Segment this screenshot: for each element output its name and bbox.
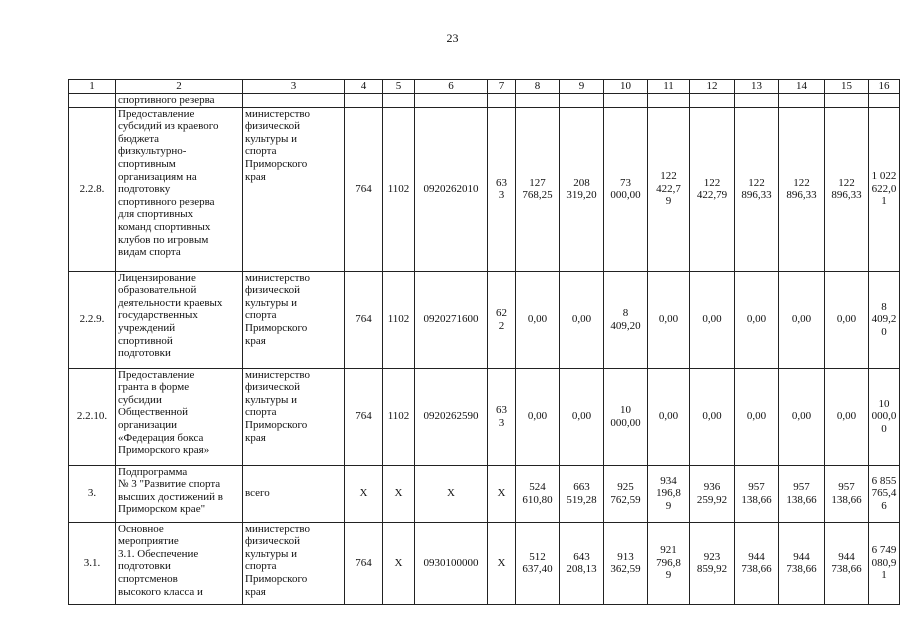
cell-year-7: 944 738,66 — [779, 522, 825, 604]
cell-total: 10 000,0 0 — [869, 368, 900, 465]
cell-year-3: 913 362,59 — [604, 522, 648, 604]
cell-year-7: 957 138,66 — [779, 465, 825, 522]
cell-year-8: 0,00 — [825, 271, 869, 368]
cell-rz-pr: X — [383, 465, 415, 522]
cell-year-5: 0,00 — [690, 271, 735, 368]
cell-year-1: 0,00 — [516, 271, 560, 368]
column-header: 14 — [779, 80, 825, 94]
cell-csr — [415, 94, 488, 108]
column-header: 15 — [825, 80, 869, 94]
cell-year-3: 73 000,00 — [604, 107, 648, 271]
column-header: 1 — [69, 80, 116, 94]
column-header: 12 — [690, 80, 735, 94]
table-row — [69, 522, 900, 604]
row-number: 2.2.10. — [69, 368, 116, 465]
measure-name: Предоставление субсидий из краевого бюджета физкультурно- спортивным организациям на подготовку спортивного резерва для спортивных команд спортивных клубов по игровым видам спорта — [116, 107, 243, 271]
cell-year-3: 8 409,20 — [604, 271, 648, 368]
cell-year-8 — [825, 94, 869, 108]
cell-year-2: 663 519,28 — [560, 465, 604, 522]
column-header: 8 — [516, 80, 560, 94]
cell-csr: 0920271600 — [415, 271, 488, 368]
row-number: 3. — [69, 465, 116, 522]
cell-year-6: 0,00 — [735, 271, 779, 368]
cell-year-4: 0,00 — [648, 271, 690, 368]
cell-total: 6 749 080,9 1 — [869, 522, 900, 604]
column-header: 9 — [560, 80, 604, 94]
executor: всего — [243, 465, 345, 522]
cell-year-4: 0,00 — [648, 368, 690, 465]
column-header: 7 — [488, 80, 516, 94]
cell-rz-pr — [383, 94, 415, 108]
cell-total — [869, 94, 900, 108]
cell-year-8: 944 738,66 — [825, 522, 869, 604]
row-number: 3.1. — [69, 522, 116, 604]
cell-vr: X — [488, 522, 516, 604]
cell-year-7: 122 896,33 — [779, 107, 825, 271]
cell-csr: 0930100000 — [415, 522, 488, 604]
executor: министерство физической культуры и спорта Приморского края — [243, 368, 345, 465]
table-row — [69, 368, 900, 465]
measure-name: Основное мероприятие 3.1. Обеспечение подготовки спортсменов высокого класса и — [116, 522, 243, 604]
cell-year-6 — [735, 94, 779, 108]
cell-year-1: 127 768,25 — [516, 107, 560, 271]
cell-year-5: 0,00 — [690, 368, 735, 465]
cell-csr: 0920262590 — [415, 368, 488, 465]
cell-year-4: 934 196,8 9 — [648, 465, 690, 522]
cell-year-7: 0,00 — [779, 271, 825, 368]
table-row — [69, 94, 900, 108]
cell-year-3: 925 762,59 — [604, 465, 648, 522]
cell-grbs: 764 — [345, 368, 383, 465]
cell-grbs: 764 — [345, 107, 383, 271]
cell-csr: 0920262010 — [415, 107, 488, 271]
cell-year-5 — [690, 94, 735, 108]
cell-year-7 — [779, 94, 825, 108]
cell-vr: 63 3 — [488, 107, 516, 271]
cell-grbs — [345, 94, 383, 108]
measure-name: Подпрограмма № 3 "Развитие спорта высших достижений в Приморском крае" — [116, 465, 243, 522]
cell-year-4: 122 422,7 9 — [648, 107, 690, 271]
cell-year-1 — [516, 94, 560, 108]
executor: министерство физической культуры и спорта Приморского края — [243, 107, 345, 271]
cell-year-6: 122 896,33 — [735, 107, 779, 271]
cell-rz-pr: X — [383, 522, 415, 604]
column-header: 10 — [604, 80, 648, 94]
cell-year-2: 208 319,20 — [560, 107, 604, 271]
cell-rz-pr: 1102 — [383, 107, 415, 271]
cell-year-2: 0,00 — [560, 271, 604, 368]
column-header: 3 — [243, 80, 345, 94]
column-header: 16 — [869, 80, 900, 94]
cell-rz-pr: 1102 — [383, 368, 415, 465]
cell-total: 6 855 765,4 6 — [869, 465, 900, 522]
page-number: 23 — [446, 31, 459, 45]
cell-year-6: 944 738,66 — [735, 522, 779, 604]
row-number: 2.2.9. — [69, 271, 116, 368]
executor: министерство физической культуры и спорта Приморского края — [243, 271, 345, 368]
cell-year-3 — [604, 94, 648, 108]
cell-grbs: 764 — [345, 522, 383, 604]
row-number — [69, 94, 116, 108]
cell-year-1: 0,00 — [516, 368, 560, 465]
cell-year-1: 524 610,80 — [516, 465, 560, 522]
cell-year-5: 936 259,92 — [690, 465, 735, 522]
cell-year-6: 957 138,66 — [735, 465, 779, 522]
measure-name: спортивного резерва — [116, 94, 243, 108]
column-header: 11 — [648, 80, 690, 94]
cell-rz-pr: 1102 — [383, 271, 415, 368]
cell-grbs: X — [345, 465, 383, 522]
table-row — [69, 271, 900, 368]
budget-table — [68, 79, 900, 605]
cell-csr: X — [415, 465, 488, 522]
cell-year-1: 512 637,40 — [516, 522, 560, 604]
table-row — [69, 465, 900, 522]
measure-name: Лицензирование образовательной деятельности краевых государственных учреждений спортивной подготовки — [116, 271, 243, 368]
cell-year-5: 923 859,92 — [690, 522, 735, 604]
column-header: 4 — [345, 80, 383, 94]
cell-year-8: 122 896,33 — [825, 107, 869, 271]
column-header: 5 — [383, 80, 415, 94]
cell-year-3: 10 000,00 — [604, 368, 648, 465]
executor: министерство физической культуры и спорта Приморского края — [243, 522, 345, 604]
table-row — [69, 107, 900, 271]
cell-vr: 63 3 — [488, 368, 516, 465]
column-header: 13 — [735, 80, 779, 94]
cell-year-6: 0,00 — [735, 368, 779, 465]
cell-year-4 — [648, 94, 690, 108]
cell-year-2 — [560, 94, 604, 108]
column-header: 6 — [415, 80, 488, 94]
cell-grbs: 764 — [345, 271, 383, 368]
executor — [243, 94, 345, 108]
cell-year-2: 0,00 — [560, 368, 604, 465]
cell-year-4: 921 796,8 9 — [648, 522, 690, 604]
cell-year-8: 957 138,66 — [825, 465, 869, 522]
cell-year-7: 0,00 — [779, 368, 825, 465]
cell-year-5: 122 422,79 — [690, 107, 735, 271]
header-row — [69, 80, 900, 94]
column-header: 2 — [116, 80, 243, 94]
cell-year-2: 643 208,13 — [560, 522, 604, 604]
cell-year-8: 0,00 — [825, 368, 869, 465]
cell-total: 1 022 622,0 1 — [869, 107, 900, 271]
cell-total: 8 409,2 0 — [869, 271, 900, 368]
cell-vr — [488, 94, 516, 108]
measure-name: Предоставление гранта в форме субсидии Общественной организации «Федерация бокса Приморского края» — [116, 368, 243, 465]
row-number: 2.2.8. — [69, 107, 116, 271]
cell-vr: 62 2 — [488, 271, 516, 368]
cell-vr: X — [488, 465, 516, 522]
